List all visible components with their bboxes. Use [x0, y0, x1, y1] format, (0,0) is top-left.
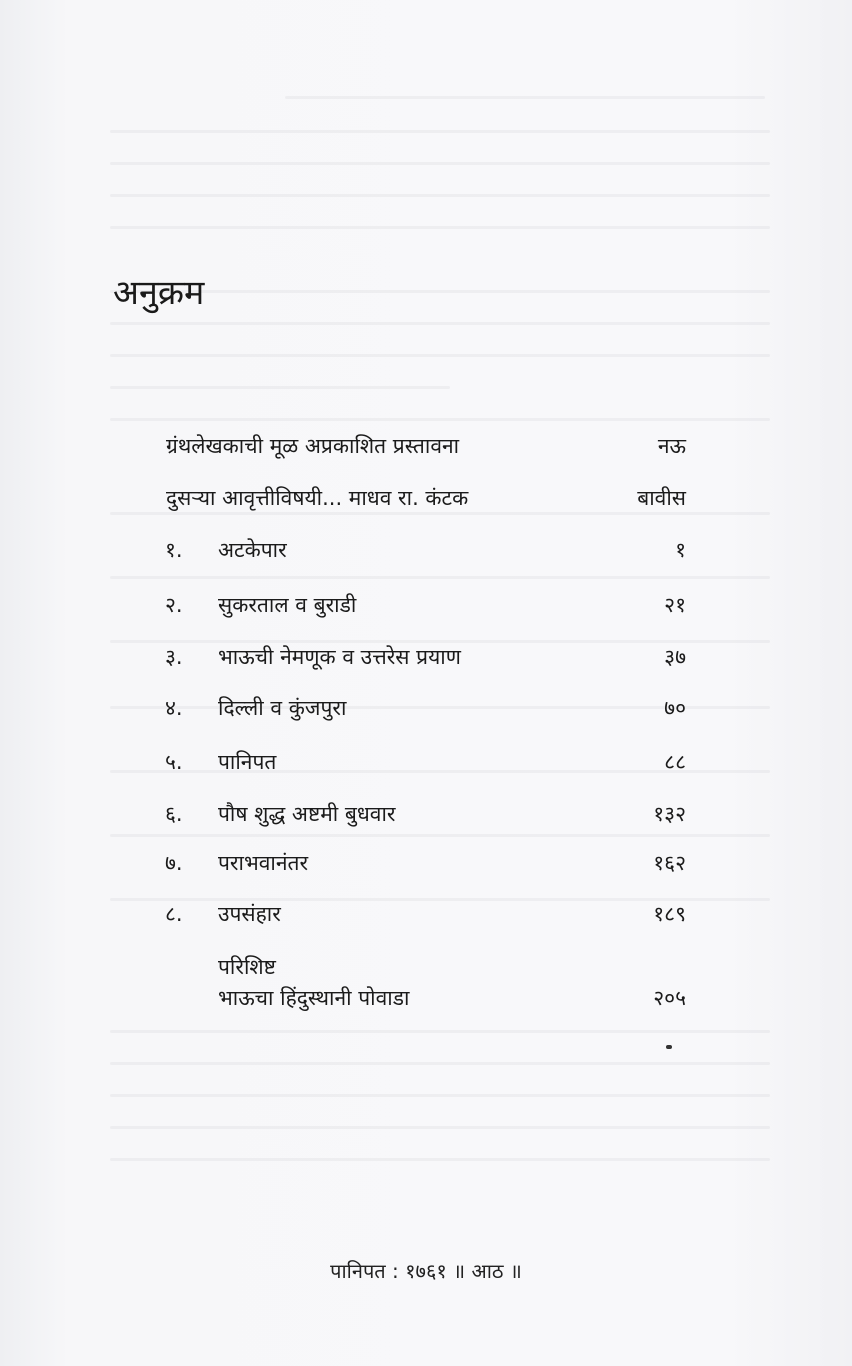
chapter-number: ४. [165, 696, 183, 720]
chapter-number: ३. [165, 645, 183, 669]
toc-entry-title: ग्रंथलेखकाची मूळ अप्रकाशित प्रस्तावना [166, 434, 460, 458]
chapter-number: ७. [165, 851, 183, 875]
toc-entry-chapter-8[interactable] [0, 894, 852, 934]
appendix-page: २०५ [653, 986, 686, 1010]
page-footer: पानिपत : १७६१ ॥ आठ ॥ [330, 1259, 522, 1283]
toc-entry-page: नऊ [657, 434, 686, 458]
toc-entry-chapter-5[interactable] [0, 742, 852, 782]
chapter-page: १३२ [653, 802, 686, 826]
toc-entry-appendix[interactable] [0, 978, 852, 1018]
chapter-page: ३७ [664, 645, 686, 669]
toc-entry-page: बावीस [637, 486, 686, 510]
toc-entry-second-edition-note[interactable] [0, 478, 852, 518]
chapter-number: २. [165, 593, 183, 617]
toc-entry-chapter-2[interactable] [0, 585, 852, 625]
contents-heading: अनुक्रम [113, 272, 205, 313]
chapter-number: १. [165, 538, 183, 562]
ink-speck [666, 1045, 672, 1049]
toc-entry-chapter-6[interactable] [0, 794, 852, 834]
toc-entry-preface[interactable] [0, 426, 852, 466]
chapter-title: अटकेपार [218, 538, 287, 562]
toc-entry-chapter-1[interactable] [0, 530, 852, 570]
chapter-page: १ [675, 538, 686, 562]
toc-entry-chapter-7[interactable] [0, 843, 852, 883]
chapter-title: पानिपत [218, 750, 277, 774]
toc-entry-chapter-4[interactable] [0, 688, 852, 728]
chapter-title: पौष शुद्ध अष्टमी बुधवार [218, 802, 396, 826]
chapter-title: भाऊची नेमणूक व उत्तरेस प्रयाण [218, 645, 461, 669]
chapter-number: ५. [165, 750, 183, 774]
toc-entry-chapter-3[interactable] [0, 637, 852, 677]
chapter-page: १८९ [653, 902, 686, 926]
appendix-label: परिशिष्ट [218, 955, 276, 979]
chapter-title: दिल्ली व कुंजपुरा [218, 696, 347, 720]
chapter-number: ६. [165, 802, 183, 826]
chapter-page: २१ [664, 593, 686, 617]
chapter-page: ८८ [664, 750, 686, 774]
chapter-page: १६२ [653, 851, 686, 875]
chapter-page: ७० [664, 696, 686, 720]
appendix-title: भाऊचा हिंदुस्थानी पोवाडा [218, 986, 410, 1010]
toc-entry-title: दुसऱ्या आवृत्तीविषयी... माधव रा. कंटक [166, 486, 469, 510]
chapter-number: ८. [165, 902, 183, 926]
chapter-title: उपसंहार [218, 902, 281, 926]
chapter-title: सुकरताल व बुराडी [218, 593, 357, 617]
chapter-title: पराभवानंतर [218, 851, 309, 875]
